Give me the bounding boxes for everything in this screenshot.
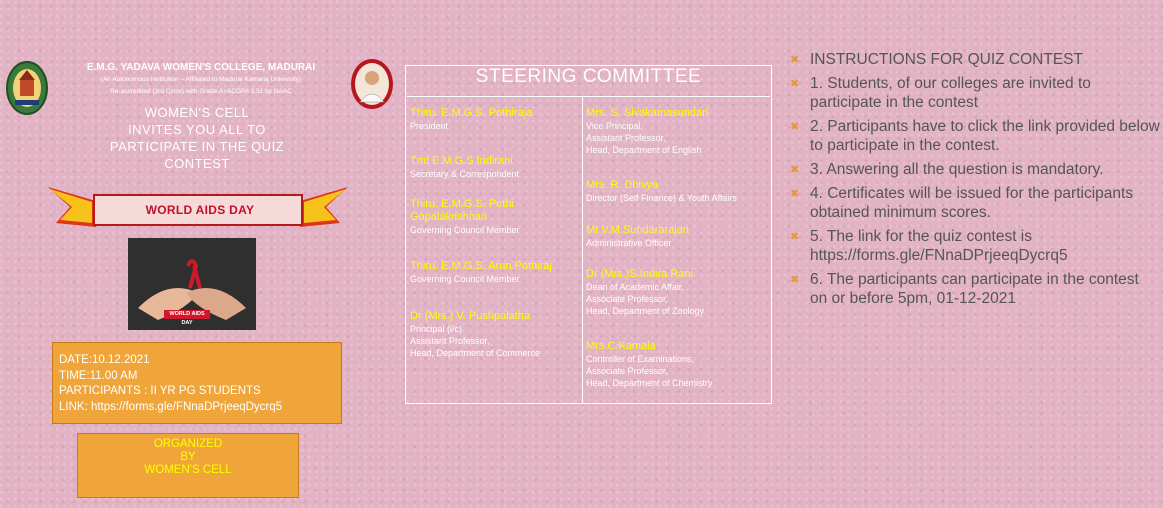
committee-member: [410, 260, 580, 285]
member-role: Head, Department of Zoology: [586, 306, 705, 316]
committee-member: [586, 268, 770, 317]
member-name: Mrs. S. Sivakamasundari: [586, 107, 709, 119]
college-name: E.M.G. YADAVA WOMEN'S COLLEGE, MADURAI: [86, 62, 316, 73]
event-details-box: [52, 342, 342, 424]
committee-column-divider: [582, 97, 583, 403]
committee-member: [586, 107, 770, 156]
committee-member: [410, 107, 532, 132]
bullet-x-icon: ✖: [790, 188, 800, 200]
aids-day-photo: [128, 238, 256, 330]
member-role: Controller of Examinations,: [586, 354, 695, 364]
bullet-x-icon: ✖: [790, 274, 800, 286]
committee-title: STEERING COMMITTEE: [475, 66, 702, 87]
bullet-x-icon: ✖: [790, 231, 800, 243]
college-emblem-icon: [5, 60, 49, 116]
invite-line: PARTICIPATE IN THE QUIZ: [109, 139, 285, 154]
committee-member: [410, 310, 580, 359]
member-role: Vice Principal,: [586, 121, 643, 131]
invite-line: INVITES YOU ALL TO: [128, 122, 266, 137]
event-participants: PARTICIPANTS : II YR PG STUDENTS: [59, 385, 261, 397]
committee-member: [586, 340, 770, 389]
bullet-x-icon: ✖: [790, 164, 800, 176]
invite-line: WOMEN'S CELL: [144, 105, 250, 120]
event-link[interactable]: LINK: https://forms.gle/FNnaDPrjeeqDycrq5: [59, 400, 283, 413]
instruction-item: ✖ 4. Certificates will be issued for the participants obtained minimum scores.: [790, 185, 1134, 221]
instruction-item[interactable]: ✖ 5. The link for the quiz contest is https://forms.gle/FNnaDPrjeeqDycrq5: [790, 228, 1068, 264]
college-accreditation: Re-accredited (3rd Cycle) with Grade A+&CGPA 3.51 by NAAC: [110, 88, 292, 95]
member-name: Thiru. E.M.G.S. Pothiraja: [410, 107, 533, 119]
organizer-line: WOMEN'S CELL: [144, 464, 232, 476]
member-role: Secretary & Correspondent: [410, 169, 520, 179]
instruction-item: ✖ 3. Answering all the question is mandatory.: [790, 161, 1104, 178]
instruction-item: ✖ 6. The participants can participate in the contest on or before 5pm, 01-12-2021: [790, 271, 1139, 307]
event-date: DATE:10.12.2021: [59, 354, 150, 366]
instruction-item: ✖ 1. Students, of our colleges are invited to participate in the contest: [790, 75, 1091, 111]
invite-line: CONTEST: [164, 156, 230, 171]
bullet-x-icon: ✖: [790, 54, 800, 66]
banner-label: WORLD AIDS DAY: [145, 203, 255, 217]
member-name: Thiru. E.M.G.S. Pothi Gopalakrishnan: [410, 198, 514, 223]
member-name: Dr (Mrs.)S.Indira Rani: [586, 268, 693, 280]
member-role: Governing Council Member: [410, 225, 520, 235]
invite-text: [92, 104, 302, 172]
bullet-x-icon: ✖: [790, 121, 800, 133]
committee-title-divider: [407, 96, 770, 97]
event-time: TIME:11.00 AM: [59, 369, 138, 382]
committee-member: [586, 179, 770, 204]
member-role: President: [410, 121, 449, 131]
member-role: Associate Professor,: [586, 294, 669, 304]
instructions-list: [790, 50, 1160, 313]
member-role: Director (Self Finance) & Youth Affairs: [586, 193, 737, 203]
member-role: Administrative Officer: [586, 238, 672, 248]
committee-member: [410, 155, 519, 180]
member-name: Mrs.C.Kamala: [586, 340, 656, 352]
member-name: Dr (Mrs.) V. Pushpalatha: [410, 310, 531, 322]
organizer-line: BY: [180, 451, 196, 463]
organizer-box: [77, 433, 299, 498]
member-role: Assistant Professor,: [586, 133, 666, 143]
member-name: Mr.V.M.Sundararajan: [586, 224, 689, 236]
member-role: Governing Council Member: [410, 274, 520, 284]
organizer-line: ORGANIZED: [153, 438, 223, 450]
member-role: Head, Department of English: [586, 145, 702, 155]
instruction-item: ✖ 2. Participants have to click the link provided below to participate in the contest.: [790, 118, 1160, 154]
committee-member: [586, 224, 770, 249]
member-role: Dean of Academic Affair,: [586, 282, 684, 292]
member-role: Head, Department of Commerce: [410, 348, 541, 358]
bullet-x-icon: ✖: [790, 78, 800, 90]
member-name: Tmt E.M.G.S Indirani: [410, 155, 513, 167]
member-role: Head, Department of Chemistry: [586, 378, 713, 388]
college-affiliation: (An Autonomous Institution – Affiliated to Madurai Kamaraj University): [100, 76, 302, 83]
committee-member: [410, 198, 570, 236]
member-name: Thiru. E.M.G.S. Arun Pothiraj: [410, 260, 552, 272]
member-role: Principal (i/c): [410, 324, 463, 334]
founder-portrait-icon: [350, 58, 394, 110]
member-name: Mrs. R. Dhivya: [586, 179, 659, 191]
instruction-item: ✖ INSTRUCTIONS FOR QUIZ CONTEST: [790, 51, 1083, 68]
member-role: Assistant Professor,: [410, 336, 490, 346]
photo-label: WORLD AIDS DAY: [164, 310, 210, 319]
member-role: Associate Professor,: [586, 366, 669, 376]
